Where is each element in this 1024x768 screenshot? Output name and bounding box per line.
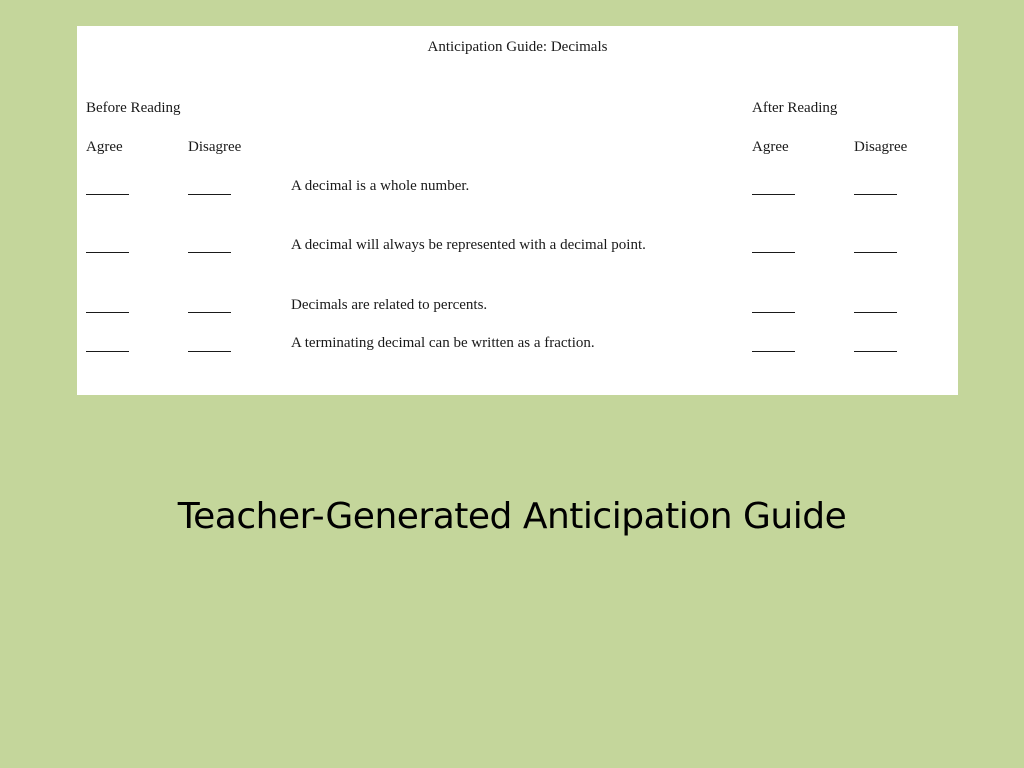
before-agree-header: Agree — [86, 139, 123, 155]
after-disagree-header: Disagree — [854, 139, 908, 155]
after-agree-blank[interactable] — [752, 194, 795, 195]
before-reading-heading: Before Reading — [86, 100, 181, 116]
statement-text: Decimals are related to percents. — [291, 297, 488, 313]
before-agree-blank[interactable] — [86, 312, 129, 313]
before-agree-blank[interactable] — [86, 252, 129, 253]
document-title: Anticipation Guide: Decimals — [427, 39, 608, 55]
statement-text: A terminating decimal can be written as a fraction. — [291, 335, 595, 351]
after-disagree-blank[interactable] — [854, 312, 897, 313]
before-disagree-blank[interactable] — [188, 312, 231, 313]
after-disagree-blank[interactable] — [854, 194, 897, 195]
before-agree-blank[interactable] — [86, 194, 129, 195]
before-disagree-blank[interactable] — [188, 351, 231, 352]
after-agree-blank[interactable] — [752, 252, 795, 253]
after-disagree-blank[interactable] — [854, 252, 897, 253]
after-agree-blank[interactable] — [752, 351, 795, 352]
anticipation-guide-document — [77, 26, 958, 395]
before-agree-blank[interactable] — [86, 351, 129, 352]
slide-title: Teacher-Generated Anticipation Guide — [177, 496, 847, 537]
before-disagree-blank[interactable] — [188, 194, 231, 195]
before-disagree-header: Disagree — [188, 139, 242, 155]
after-disagree-blank[interactable] — [854, 351, 897, 352]
statement-text: A decimal will always be represented with a decimal point. — [291, 237, 646, 253]
after-agree-header: Agree — [752, 139, 789, 155]
after-reading-heading: After Reading — [752, 100, 838, 116]
before-disagree-blank[interactable] — [188, 252, 231, 253]
statement-text: A decimal is a whole number. — [291, 178, 470, 194]
after-agree-blank[interactable] — [752, 312, 795, 313]
